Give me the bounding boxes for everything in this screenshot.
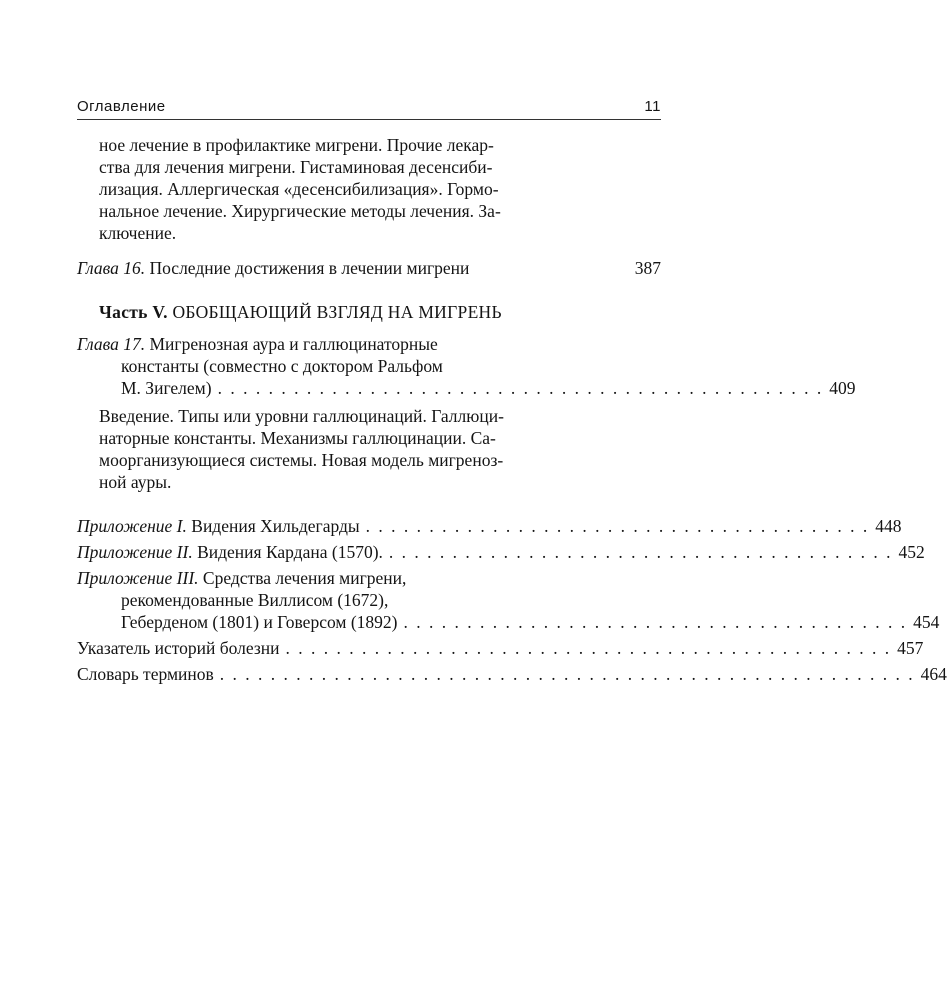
appendix-label: Приложение I. [77,516,187,536]
chapter-title: Последние достижения в лечении мигрени [149,258,470,278]
entry-page: 454 [913,612,940,632]
entry-page: 448 [875,516,902,536]
appendix-label: Приложение II. [77,542,193,562]
page-number: 11 [644,98,661,115]
appendix-title: Видения Хильдегарды [191,516,360,536]
toc-entry-appendix1[interactable]: Приложение I. Видения Хильдегарды . . . . . . . . . . . . . . . . . . . . . . . . . . . . . . . . . . . . . . . . 448 [77,516,902,536]
description-line: ное лечение в профилактике мигрени. Прочие лекар- [99,135,494,155]
part-title: ОБОБЩАЮЩИЙ ВЗГЛЯД НА МИГРЕНЬ [172,302,502,322]
part-heading [77,301,661,323]
toc-entry-appendix3[interactable]: Приложение III. Средства лечения мигрени, рекомендованные Виллисом (1672), Геберденом (1801) и Говерсом (1892) . . . . . . . . . . . . . . . . . . . . . . . . . . . . . . . . . . . . . . . . 454 [77,568,940,632]
entry-page: 457 [897,638,924,658]
description-line: нальное лечение. Хирургические методы лечения. За- [99,201,501,221]
running-head-title: Оглавление [77,98,166,115]
entry-page: 452 [898,542,925,562]
entry-title: Словарь терминов [77,664,214,684]
chapter-title-line: константы (совместно с доктором Ральфом [121,356,443,376]
appendix-label: Приложение III. [77,568,199,588]
description-line: наторные константы. Механизмы галлюцинации. Са- [99,428,496,448]
entry-page: 464 [920,664,947,684]
appendix-title-line: Средства лечения мигрени, [202,568,407,588]
chapter-label: Глава 16. [77,258,146,278]
description-line: Введение. Типы или уровни галлюцинаций. Галлюци- [99,406,504,426]
toc-entry-glossary[interactable]: Словарь терминов . . . . . . . . . . . . . . . . . . . . . . . . . . . . . . . . . . . . . . . . . . . . . . . . . . . . . . . 464 [77,664,947,684]
description-line: ной ауры. [99,472,172,492]
part-label: Часть V. [99,302,168,322]
appendix-title-line: рекомендованные Виллисом (1672), [121,590,389,610]
toc-entry-chapter16[interactable] [77,257,661,279]
toc-entry-case-index[interactable]: Указатель историй болезни . . . . . . . . . . . . . . . . . . . . . . . . . . . . . . . . . . . . . . . . . . . . . . . . 457 [77,638,924,658]
entry-page: 409 [829,378,856,398]
entry-title: Указатель историй болезни [77,638,280,658]
appendix-title-line: Геберденом (1801) и Говерсом (1892) [121,612,398,632]
chapter-title-line: Мигренозная аура и галлюцинаторные [149,334,438,354]
description-line: ключение. [99,223,177,243]
toc-page [77,98,947,685]
chapter-label: Глава 17. [77,334,146,354]
running-head [77,98,661,120]
description-line: ства для лечения мигрени. Гистаминовая десенсиби- [99,157,493,177]
table-of-contents [77,134,947,685]
chapter17-description [99,405,661,493]
toc-entry-chapter17[interactable]: Глава 17. Мигренозная аура и галлюцинаторные константы (совместно с доктором Ральфом М. Зигелем) . . . . . . . . . . . . . . . . . . . . . . . . . . . . . . . . . . . . . . . . . . . . . . . . 409 [77,334,856,398]
description-line: лизация. Аллергическая «десенсибилизация». Гормо- [99,179,499,199]
appendix-title: Видения Кардана (1570). [197,542,383,562]
chapter-title-line: М. Зигелем) [121,378,212,398]
toc-entry-appendix2[interactable]: Приложение II. Видения Кардана (1570). . . . . . . . . . . . . . . . . . . . . . . . . . . . . . . . . . . . . . . . . 452 [77,542,925,562]
description-line: моорганизующиеся системы. Новая модель мигреноз- [99,450,504,470]
entry-page: 387 [634,258,661,278]
chapter15-description [99,134,661,244]
